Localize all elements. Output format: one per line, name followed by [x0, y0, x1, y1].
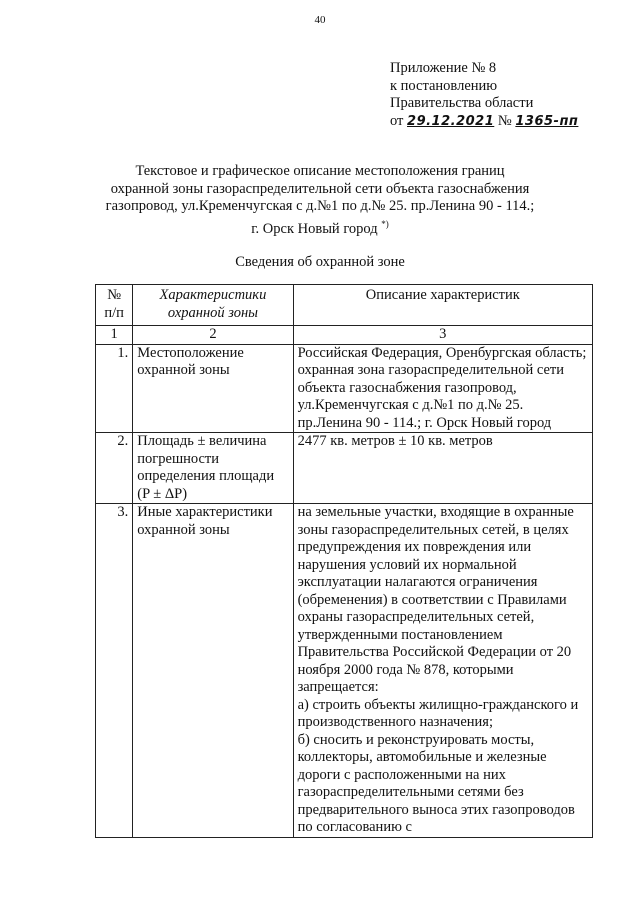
title-line-1: Текстовое и графическое описание местоположения границ — [135, 163, 505, 179]
section-subtitle: Сведения об охранной зоне — [235, 254, 405, 270]
page-number: 40 — [314, 14, 326, 26]
table-header-row — [96, 285, 593, 326]
table-row — [96, 433, 593, 504]
row-description: 2477 кв. метров ± 10 кв. метров — [293, 433, 592, 504]
row-characteristic: Площадь ± величина погрешности определения площади (P ± ΔP) — [133, 433, 293, 504]
header-characteristic: Характеристики охранной зоны — [133, 285, 293, 326]
title-city: г. Орск Новый город — [251, 220, 378, 237]
row-number: 3. — [96, 504, 133, 838]
header-number: № п/п — [96, 285, 133, 326]
document-title — [0, 163, 640, 238]
row-description-item-b: б) сносить и реконструировать мосты, коллекторы, автомобильные и железные дороги с расположенными на них газораспределительными сетями без предварительного выноса этих газопроводов по согласованию с — [297, 731, 575, 835]
appendix-block — [390, 60, 578, 130]
appendix-number: 1365-пп — [515, 113, 579, 129]
appendix-line-4 — [390, 113, 578, 131]
row-description: на земельные участки, входящие в охранные зоны газораспределительных сетей, в целях предупреждения их повреждения или нарушения условий их нормальной эксплуатации налагаются ограничения (обременения) в соответствии с Правилами охраны газораспределительных сетей, утвержденными постановлением Правительства Российской Федерации от 20 ноября 2000 года № 878, которыми запрещается: — [297, 504, 574, 695]
title-line-2: охранной зоны газораспределительной сети объекта газоснабжения — [110, 180, 530, 197]
appendix-line-3: Правительства области — [390, 95, 534, 111]
appendix-line-2: к постановлению — [390, 77, 498, 94]
row-number: 1. — [96, 344, 133, 433]
title-line-4 — [0, 216, 640, 238]
appendix-line-1: Приложение № 8 — [390, 60, 497, 76]
title-line-3: газопровод, ул.Кременчугская с д.№1 по д.№ 25. пр.Ленина 90 - 114.; — [105, 198, 535, 214]
col-number-3: 3 — [293, 326, 592, 345]
row-characteristic: Иные характеристики охранной зоны — [133, 504, 293, 838]
row-description: Российская Федерация, Оренбургская область; охранная зона газораспределительной сети объекта газоснабжения газопровод, ул.Кременчугская с д.№1 по д.№ 25. пр.Ленина 90 - 114.; г. Орск Новый город — [293, 344, 592, 433]
row-description-item-a: а) строить объекты жилищно-гражданского и производственного назначения; — [297, 696, 579, 730]
appendix-number-label: № — [497, 112, 512, 129]
appendix-date-prefix: от — [390, 112, 404, 129]
header-description: Описание характеристик — [293, 285, 592, 326]
zone-info-table — [95, 284, 593, 838]
appendix-date: 29.12.2021 — [407, 113, 495, 129]
table-column-numbers-row — [96, 326, 593, 345]
row-characteristic: Местоположение охранной зоны — [133, 344, 293, 433]
row-number: 2. — [96, 433, 133, 504]
col-number-2: 2 — [133, 326, 293, 345]
row-description-cell — [293, 504, 592, 838]
col-number-1: 1 — [96, 326, 133, 345]
title-footnote-mark: *) — [381, 218, 389, 229]
table-row — [96, 344, 593, 433]
table-row — [96, 504, 593, 838]
